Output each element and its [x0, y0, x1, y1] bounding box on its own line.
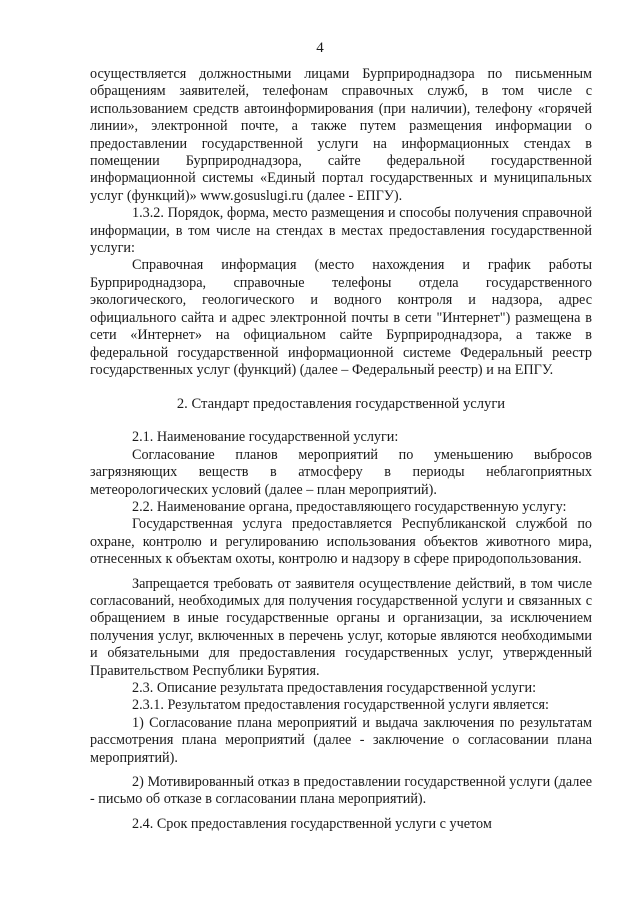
page-number: 4	[316, 40, 324, 56]
paragraph-2-4: 2.4. Срок предоставления государственной услуги с учетом	[132, 815, 492, 832]
paragraph-2-2: 2.2. Наименование органа, предоставляющего государственную услугу:	[132, 498, 567, 515]
paragraph-service-name: Согласование планов мероприятий по уменьшению выбросов загрязняющих веществ в атмосферу в периоды неблагоприятных метеорологических условий (далее – план мероприятий).	[90, 446, 592, 498]
paragraph-2-3: 2.3. Описание результата предоставления государственной услуги:	[132, 680, 537, 696]
paragraph-result-2: 2) Мотивированный отказ в предоставлении государственной услуги (далее - письмо об отказе в согласовании плана мероприятий).	[90, 774, 592, 808]
paragraph-reference-info: Справочная информация (место нахождения и график работы Бурприроднадзора, справочные телефоны отдела государственного экологического, геологического и водного контроля и надзора, адрес официального сайта и адрес электронной почты в сети "Интернет") размещена в сети «Интернет» на официальном сайте Бурприроднадзора, а также в федеральной государственной информационной системе Федеральный реестр государственных услуг (функций) (далее – Федеральный реестр) и на ЕПГУ.	[90, 257, 592, 378]
paragraph-2-1: 2.1. Наименование государственной услуги:	[132, 429, 399, 446]
document-body	[90, 66, 592, 833]
paragraph-authority: Государственная услуга предоставляется Республиканской службой по охране, контролю и регулированию использования объектов животного мира, отнесенных к объектам охоты, контролю и надзору в сфере природопользования.	[90, 516, 592, 568]
section-heading-2: 2. Стандарт предоставления государственной услуги	[176, 396, 506, 413]
paragraph-1-3-2: 1.3.2. Порядок, форма, место размещения и способы получения справочной информации, в том числе на стендах в местах предоставления государственной услуги:	[90, 205, 592, 257]
paragraph-contacts-continued: осуществляется должностными лицами Бурприроднадзора по письменным обращениям заявителей, телефонам справочных служб, в том числе с использованием средств автоинформирования (при наличии), телефону «горячей линии», электронной почте, а также путем размещения информации о предоставлении государственной услуги на информационных стендах в помещении Бурприроднадзора, сайте федеральной государственной информационной системы «Единый портал государственных и муниципальных услуг (функций)» www.gosuslugi.ru (далее - ЕПГУ).	[90, 66, 592, 204]
paragraph-prohibition: Запрещается требовать от заявителя осуществление действий, в том числе согласований, необходимых для получения государственной услуги и связанных с обращением в иные государственные органы и организации, за исключением получения услуг, включенных в перечень услуг, которые являются необходимыми и обязательными для предоставления государственных услуг, утвержденный Правительством Республики Бурятия.	[90, 575, 592, 679]
paragraph-result-1: 1) Согласование плана мероприятий и выдача заключения по результатам рассмотрения плана мероприятий (далее - заключение о согласовании плана мероприятий).	[90, 714, 592, 766]
paragraph-2-3-1: 2.3.1. Результатом предоставления государственной услуги является:	[132, 697, 549, 714]
